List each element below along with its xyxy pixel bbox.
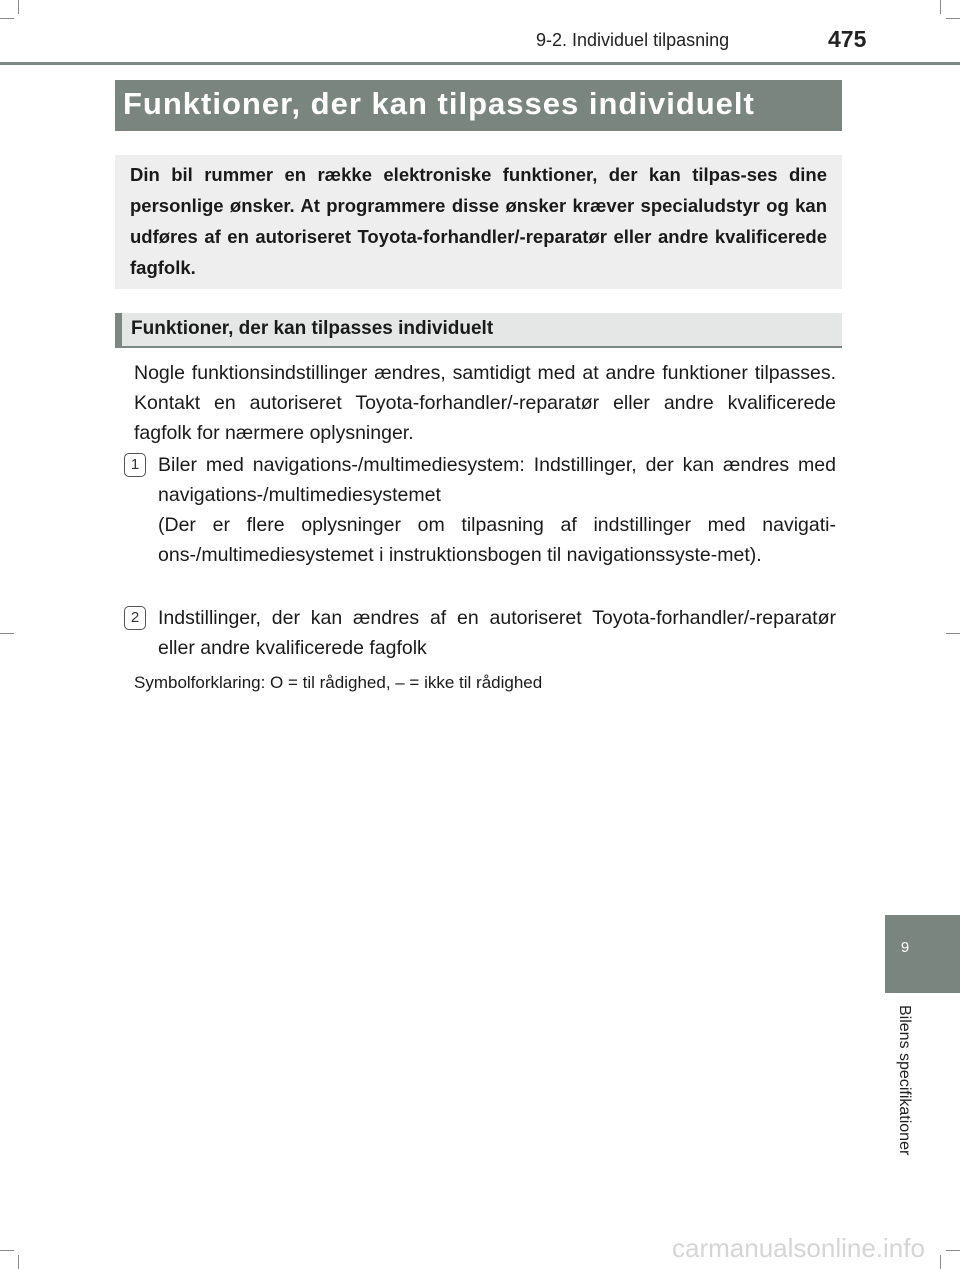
page-number: 475	[828, 26, 867, 52]
chapter-label-text: Bilens specifikationer	[896, 1005, 913, 1156]
chapter-number: 9	[900, 939, 910, 956]
crop-mark	[940, 1255, 941, 1269]
crop-mark	[0, 18, 14, 19]
list-item-text	[158, 450, 836, 570]
list-item-text	[158, 603, 836, 663]
chapter-tab	[885, 915, 960, 993]
crop-mark	[0, 633, 14, 634]
page-title: Funktioner, der kan tilpasses individuelt	[123, 86, 755, 121]
sub-heading-accent	[115, 313, 122, 348]
list-item-main: Indstillinger, der kan ændres af en autoriseret Toyota-forhandler/-reparatør eller andre kvalificerede fagfolk	[158, 607, 836, 659]
running-header-section: 9-2. Individuel tilpasning	[536, 30, 730, 50]
sub-heading-label: Funktioner, der kan tilpasses individuelt	[131, 318, 494, 339]
list-item-note: (Der er flere oplysninger om tilpasning af indstillinger med navigati-ons-/multimediesystemet i instruktionsbogen til navigationssyste-met).	[158, 514, 836, 566]
header-rule	[0, 62, 960, 65]
crop-mark	[18, 1255, 19, 1269]
chapter-label	[891, 1005, 915, 1195]
sub-heading	[115, 313, 842, 348]
intro-text: Din bil rummer en række elektroniske funktioner, der kan tilpas-ses dine personlige ønsker. At programmere disse ønsker kræver specialudstyr og kan udføres af en autoriseret Toyota-forhandler/-reparatør eller andre kvalificerede fagfolk.	[130, 164, 827, 278]
list-item-main: Biler med navigations-/multimediesystem: Indstillinger, der kan ændres med navigations-/multimediesystemet	[158, 454, 836, 506]
crop-mark	[946, 633, 960, 634]
title-bar	[115, 80, 842, 131]
crop-mark	[946, 1250, 960, 1251]
intro-box	[115, 155, 842, 289]
watermark: carmanualsonline.info	[672, 1233, 925, 1263]
number-badge: 2	[124, 606, 146, 630]
body-paragraph: Nogle funktionsindstillinger ændres, samtidigt med at andre funktioner tilpasses. Kontakt en autoriseret Toyota-forhandler/-reparatør eller andre kvalificerede fagfolk for nærmere oplysninger.	[134, 362, 836, 444]
number-badge: 1	[124, 453, 146, 477]
crop-mark	[0, 1250, 14, 1251]
symbol-legend: Symbolforklaring: O = til rådighed, – = ikke til rådighed	[134, 673, 543, 692]
crop-mark	[18, 0, 19, 14]
crop-mark	[940, 0, 941, 14]
crop-mark	[946, 18, 960, 19]
